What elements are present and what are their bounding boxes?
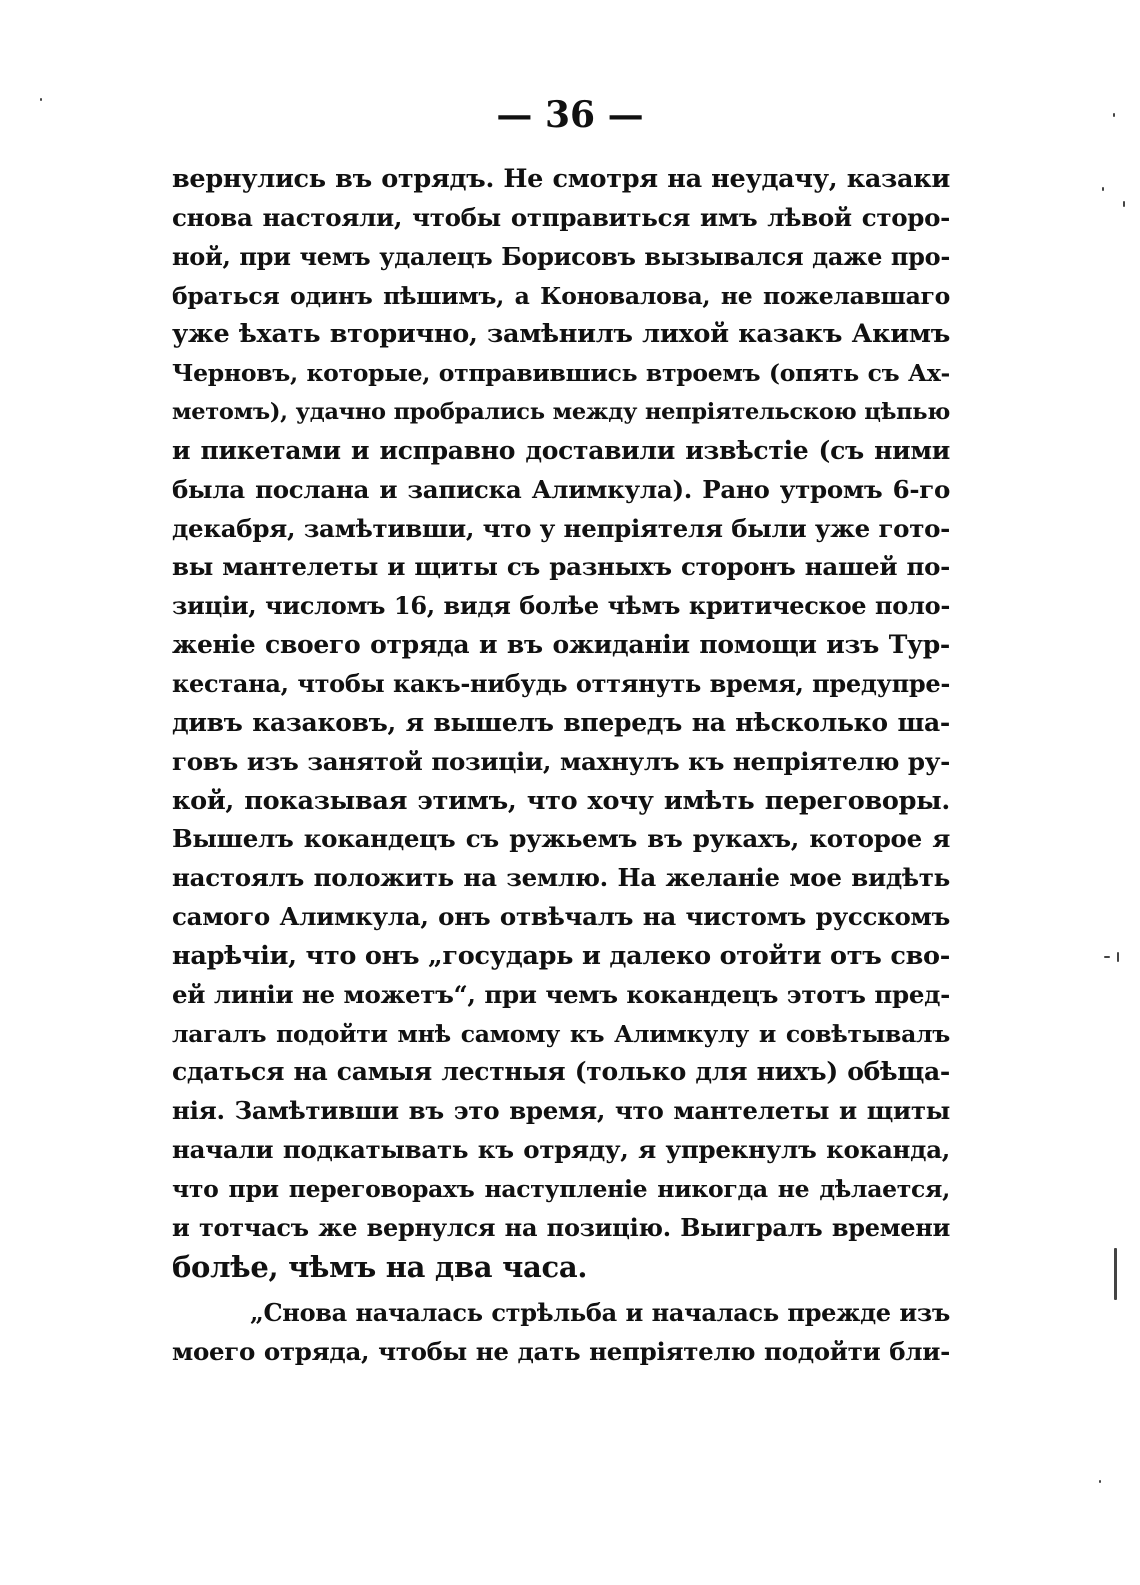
text-line: сдаться на самыя лестныя (только для нихъ) обѣща-	[172, 1057, 950, 1087]
scan-speck	[1102, 187, 1104, 191]
text-line: зиціи, числомъ 16, видя болѣе чѣмъ критическое поло-	[172, 591, 950, 621]
text-line: дивъ казаковъ, я вышелъ впередъ на нѣсколько ша-	[172, 707, 950, 737]
text-line: и пикетами и исправно доставили извѣстіе (съ ними	[172, 435, 950, 465]
text-line: браться одинъ пѣшимъ, а Коновалова, не пожелавшаго	[172, 281, 950, 310]
text-line: женіе своего отряда и въ ожиданіи помощи изъ Тур-	[172, 630, 950, 660]
text-line: вы мантелеты и щиты съ разныхъ сторонъ нашей по-	[172, 552, 950, 582]
text-line: уже ѣхать вторично, замѣнилъ лихой казакъ Акимъ	[172, 319, 950, 350]
scan-speck	[1123, 201, 1125, 207]
text-line: „Снова началась стрѣльба и началась прежде изъ	[250, 1298, 950, 1328]
scan-speck	[1114, 1248, 1117, 1300]
body-text	[172, 160, 950, 1372]
text-line: кой, показывая этимъ, что хочу имѣть переговоры.	[172, 785, 950, 816]
text-line: ной, при чемъ удалецъ Борисовъ вызывался даже про-	[172, 241, 950, 271]
text-line: вернулись въ отрядъ. Не смотря на неудачу, казаки	[172, 164, 950, 194]
text-line: нія. Замѣтивши въ это время, что мантелеты и щиты	[172, 1096, 950, 1126]
text-line: метомъ), удачно пробрались между непріятельскою цѣпью	[172, 399, 950, 426]
text-line: что при переговорахъ наступленіе никогда не дѣлается,	[172, 1174, 950, 1203]
text-line: болѣе, чѣмъ на два часа.	[172, 1249, 588, 1284]
text-line: была послана и записка Алимкула). Рано утромъ 6-го	[172, 474, 950, 504]
text-line: нарѣчіи, что онъ „государь и далеко отойти отъ сво-	[172, 940, 950, 971]
text-line: и тотчасъ же вернулся на позицію. Выигралъ времени	[172, 1212, 950, 1242]
text-line: Черновъ, которые, отправившись втроемъ (опять съ Ах-	[172, 359, 950, 388]
text-line: ей линіи не можетъ“, при чемъ кокандецъ этотъ пред-	[172, 979, 950, 1009]
text-line: начали подкатывать къ отряду, я упрекнулъ коканда,	[172, 1135, 950, 1165]
text-line: декабря, замѣтивши, что у непріятеля были уже гото-	[172, 513, 950, 543]
scan-speck	[1117, 952, 1119, 962]
scan-speck	[1113, 113, 1115, 117]
text-line: моего отряда, чтобы не дать непріятелю подойти бли-	[172, 1337, 950, 1367]
text-line: настоялъ положить на землю. На желаніе мое видѣть	[172, 863, 950, 893]
paragraph-gap	[172, 1286, 950, 1294]
text-line: лагалъ подойти мнѣ самому къ Алимкулу и совѣтывалъ	[172, 1019, 950, 1048]
text-line: говъ изъ занятой позиціи, махнулъ къ непріятелю ру-	[172, 746, 950, 776]
paragraph-2	[172, 1294, 950, 1372]
text-line: снова настояли, чтобы отправиться имъ лѣвой сторо-	[172, 202, 950, 232]
scan-speck	[1104, 956, 1110, 958]
text-line: Вышелъ кокандецъ съ ружьемъ въ рукахъ, которое я	[172, 824, 950, 854]
scan-speck	[40, 98, 42, 101]
text-line: кестана, чтобы какъ-нибудь оттянуть время, предупре-	[172, 668, 950, 698]
page-number: — 36 —	[496, 94, 644, 136]
scan-speck	[1099, 1480, 1101, 1483]
paragraph-1	[172, 160, 950, 1286]
text-line: самого Алимкула, онъ отвѣчалъ на чистомъ русскомъ	[172, 902, 950, 932]
